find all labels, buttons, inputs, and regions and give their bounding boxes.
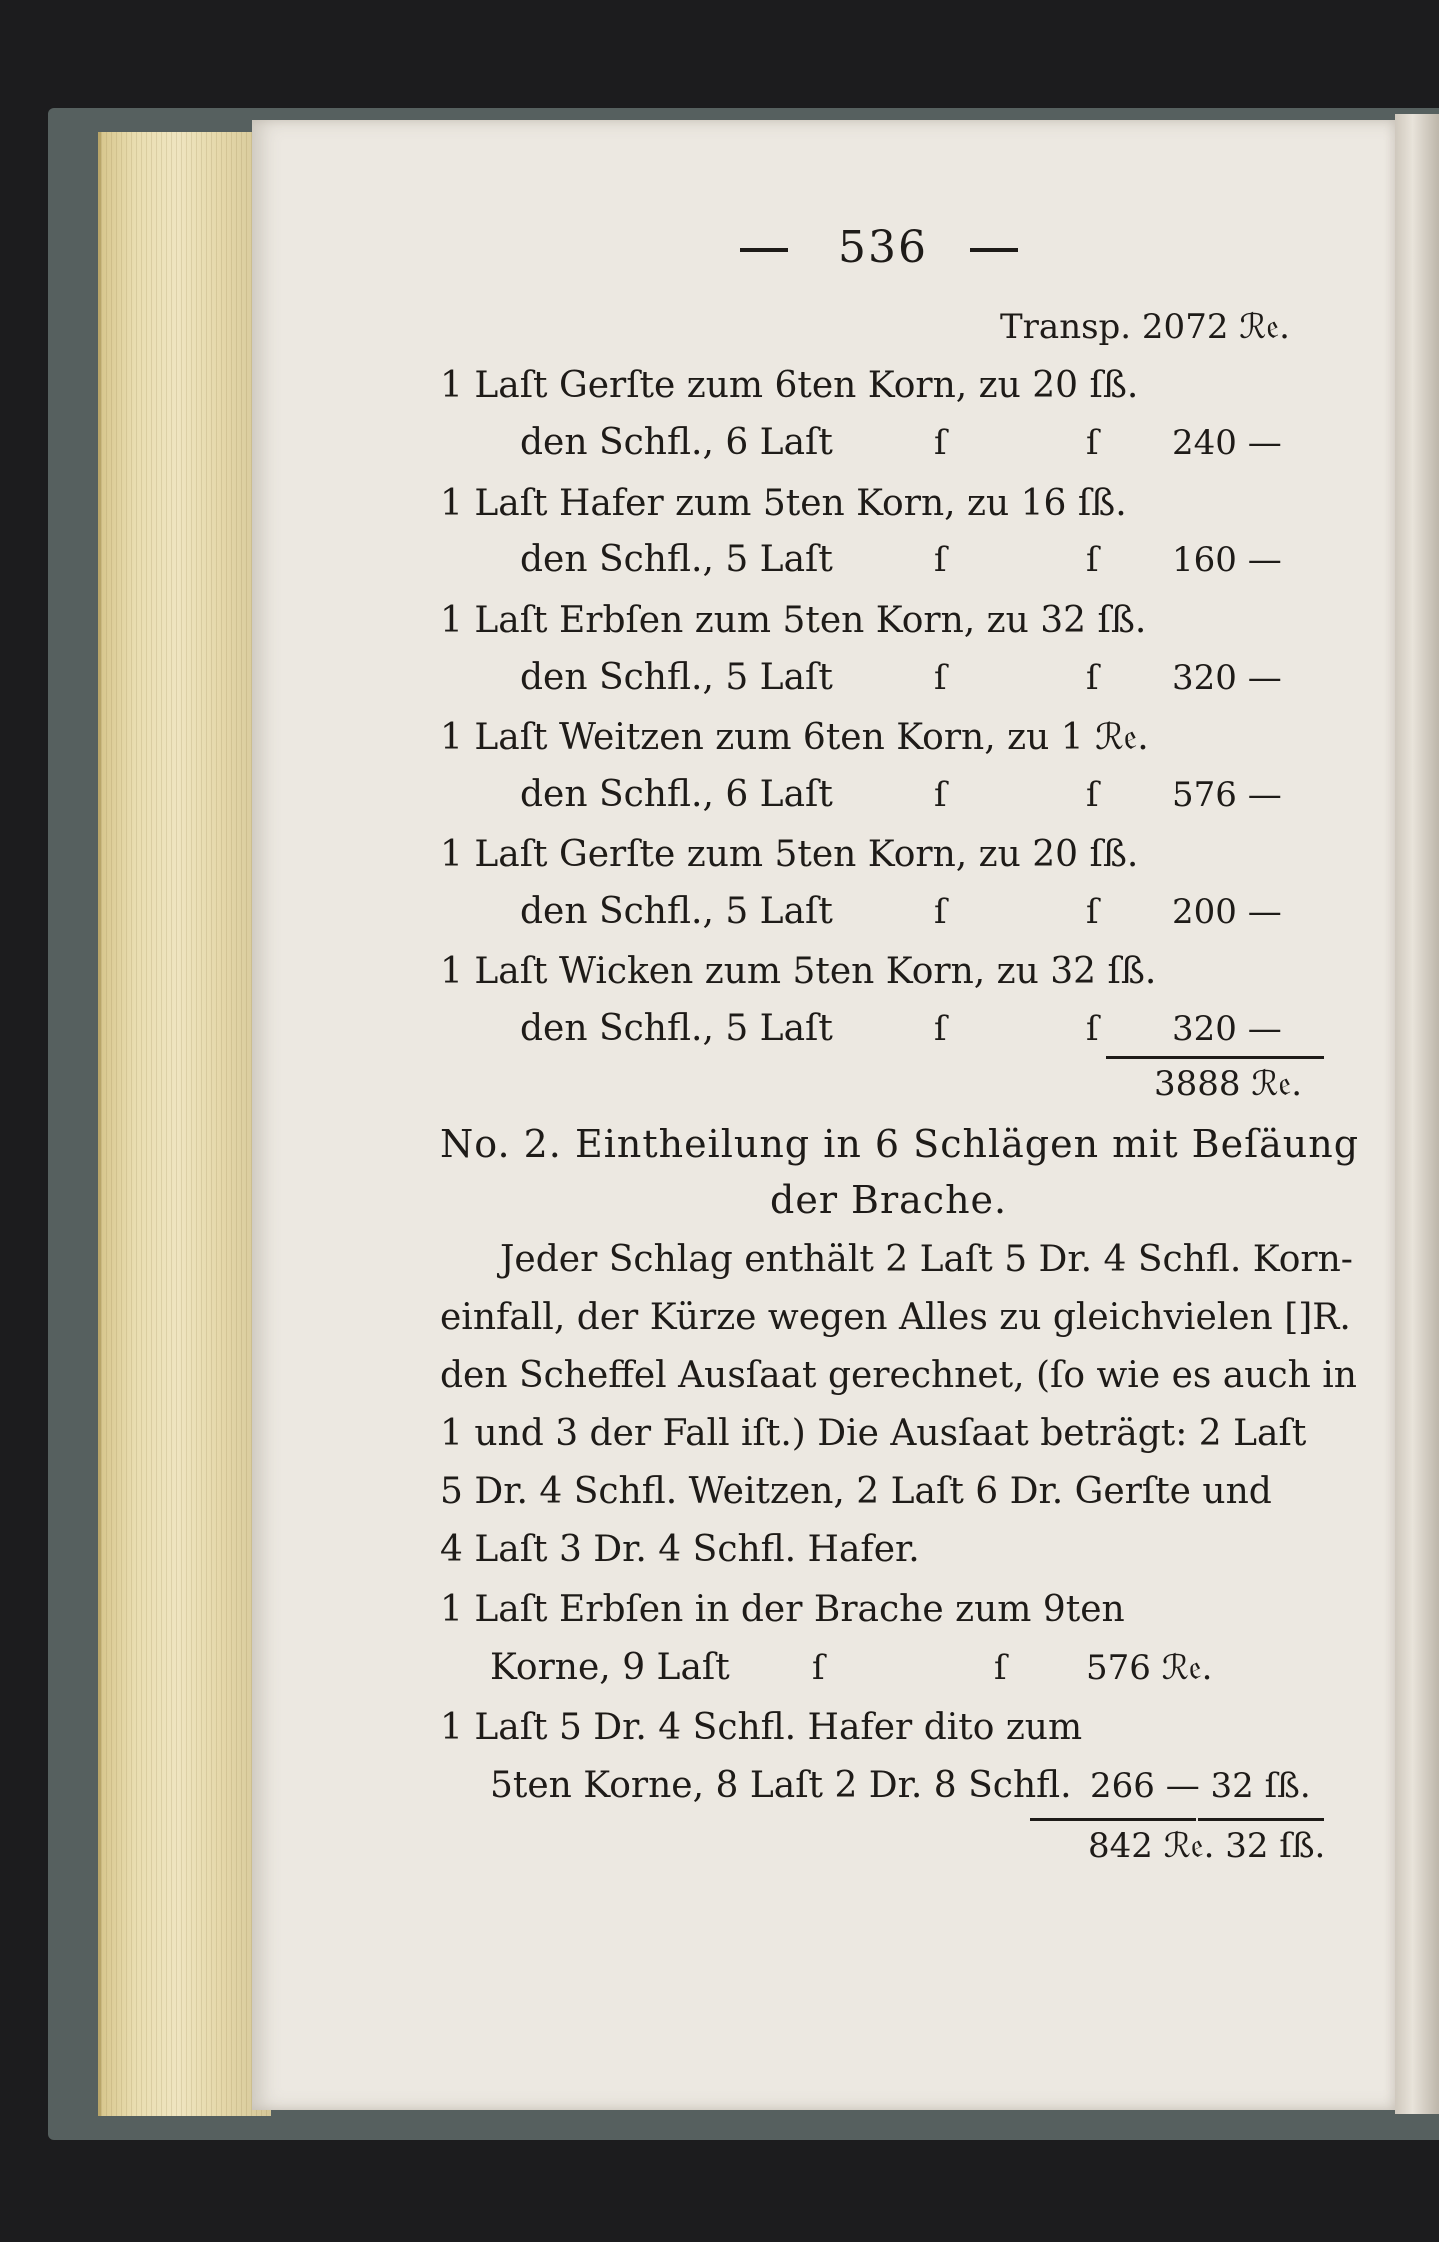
entry-2-qty: den Schfl., 5 Laſt <box>520 539 833 580</box>
total-1: 3888 ℛ𝔢. <box>1154 1064 1303 1104</box>
paragraph-line-1: Jeder Schlag enthält 2 Laſt 5 Dr. 4 Schfl. Korn- <box>500 1239 1353 1280</box>
entry-4-item: 1 Laſt Weitzen zum 6ten Korn, zu 1 ℛ𝔢. <box>440 717 1149 758</box>
entry-5-amount: 200 — <box>1172 892 1282 932</box>
entry-4-amount: 576 — <box>1172 775 1282 815</box>
entry-4-qty: den Schfl., 6 Laſt <box>520 774 833 815</box>
sum-rule-2b <box>1198 1818 1324 1821</box>
entry-4-mark1: ſ <box>934 775 947 815</box>
entry-1-qty: den Schfl., 6 Laſt <box>520 422 833 463</box>
entry-3-mark2: ſ <box>1086 658 1099 698</box>
entry-4-mark2: ſ <box>1086 775 1099 815</box>
entry-2-amount: 160 — <box>1172 540 1282 580</box>
entry-3-item: 1 Laſt Erbſen zum 5ten Korn, zu 32 ſß. <box>440 600 1147 641</box>
sub-entry-2-amount: 266 — 32 ſß. <box>1090 1766 1311 1806</box>
entry-6-mark1: ſ <box>934 1009 947 1049</box>
header-dash-left <box>740 248 788 252</box>
entry-6-amount: 320 — <box>1172 1009 1282 1049</box>
page-block-edge <box>98 132 271 2116</box>
entry-2-mark2: ſ <box>1086 540 1099 580</box>
sub-entry-1-mark2: ſ <box>994 1648 1007 1688</box>
sub-entry-1-amount: 576 ℛ𝔢. <box>1086 1648 1213 1688</box>
entry-3-amount: 320 — <box>1172 658 1282 698</box>
entry-2-mark1: ſ <box>934 540 947 580</box>
entry-1-mark1: ſ <box>934 423 947 463</box>
entry-5-mark2: ſ <box>1086 892 1099 932</box>
entry-5-item: 1 Laſt Gerſte zum 5ten Korn, zu 20 ſß. <box>440 834 1139 875</box>
section-heading-line-1: No. 2. Eintheilung in 6 Schlägen mit Beſäung <box>440 1122 1360 1166</box>
total-2: 842 ℛ𝔢. 32 ſß. <box>1088 1826 1326 1866</box>
sub-entry-2-line-2: 5ten Korne, 8 Laſt 2 Dr. 8 Schfl. <box>490 1765 1072 1806</box>
entry-6-qty: den Schfl., 5 Laſt <box>520 1008 833 1049</box>
header-dash-right <box>970 248 1018 252</box>
sub-entry-1-mark1: ſ <box>812 1648 825 1688</box>
book-page <box>252 120 1395 2110</box>
entry-6-item: 1 Laſt Wicken zum 5ten Korn, zu 32 ſß. <box>440 951 1157 992</box>
entry-5-mark1: ſ <box>934 892 947 932</box>
entry-2-item: 1 Laſt Hafer zum 5ten Korn, zu 16 ſß. <box>440 483 1127 524</box>
paragraph-line-4: 1 und 3 der Fall iſt.) Die Ausſaat beträgt: 2 Laſt <box>440 1413 1307 1454</box>
entry-5-qty: den Schfl., 5 Laſt <box>520 891 833 932</box>
entry-1-item: 1 Laſt Gerſte zum 6ten Korn, zu 20 ſß. <box>440 365 1139 406</box>
sum-rule-2a <box>1030 1818 1196 1821</box>
paragraph-line-6: 4 Laſt 3 Dr. 4 Schfl. Hafer. <box>440 1529 920 1570</box>
entry-3-qty: den Schfl., 5 Laſt <box>520 657 833 698</box>
sub-entry-1-line-2: Korne, 9 Laſt <box>490 1647 730 1688</box>
paragraph-line-5: 5 Dr. 4 Schfl. Weitzen, 2 Laſt 6 Dr. Gerſte und <box>440 1471 1272 1512</box>
transport-line: Transp. 2072 ℛ𝔢. <box>1000 307 1290 347</box>
entry-6-mark2: ſ <box>1086 1009 1099 1049</box>
entry-1-mark2: ſ <box>1086 423 1099 463</box>
paragraph-line-3: den Scheffel Ausſaat gerechnet, (ſo wie es auch in <box>440 1355 1357 1396</box>
entry-1-amount: 240 — <box>1172 423 1282 463</box>
sum-rule-1 <box>1106 1056 1324 1059</box>
next-page-edge <box>1395 114 1439 2114</box>
section-heading-line-2: der Brache. <box>770 1178 1008 1222</box>
paragraph-line-2: einfall, der Kürze wegen Alles zu gleichvielen []R. <box>440 1297 1351 1338</box>
page-number: 536 <box>838 222 928 273</box>
entry-3-mark1: ſ <box>934 658 947 698</box>
sub-entry-2-line-1: 1 Laſt 5 Dr. 4 Schfl. Hafer dito zum <box>440 1707 1083 1748</box>
sub-entry-1-line-1: 1 Laſt Erbſen in der Brache zum 9ten <box>440 1589 1125 1630</box>
